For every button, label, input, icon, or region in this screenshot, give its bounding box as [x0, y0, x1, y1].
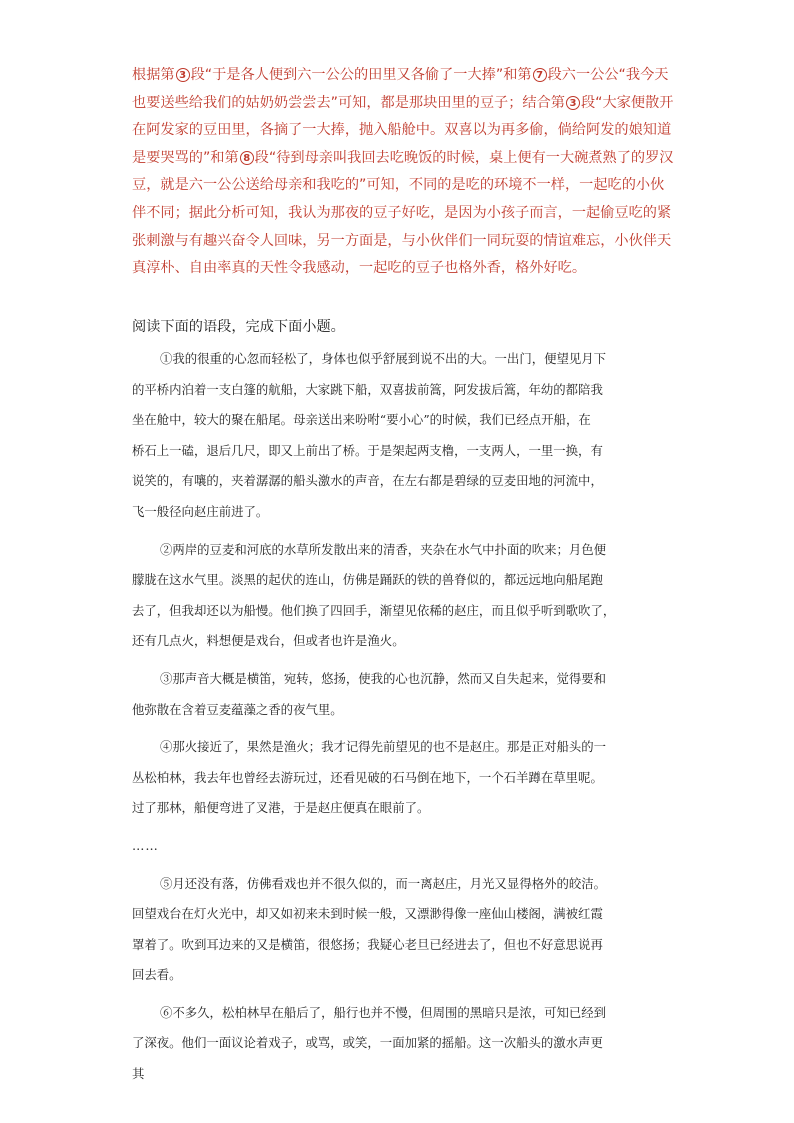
answer-line [132, 200, 672, 228]
paragraph-number-badge: 3 [566, 96, 580, 110]
answer-text: 段“大家便散开 [580, 94, 674, 111]
answer-text: 豆，就是六一公公送给母亲和我吃的”可知，不同的是吃的环境不一样，一起吃的小伙 [132, 177, 665, 194]
answer-analysis [132, 62, 672, 283]
answer-text: 段六一公公“我今天 [547, 67, 669, 83]
answer-line [132, 228, 672, 256]
passage-line: 去了，但我却还以为船慢。他们换了四回手，渐望见依稀的赵庄，而且似乎听到歌吹了， [132, 602, 616, 618]
answer-line [132, 90, 672, 118]
answer-text: 张刺激与有趣兴奋令人回味，另一方面是，与小伙伴们一同玩耍的情谊难忘，小伙伴天 [132, 232, 672, 249]
paragraph-number-badge: 3 [176, 68, 190, 82]
passage-line: 过了那林，船便弯进了叉港，于是赵庄便真在眼前了。 [132, 800, 430, 816]
passage-line: 他弥散在含着豆麦蕴藻之香的夜气里。 [132, 701, 343, 717]
passage-line: 了深夜。他们一面议论着戏子，或骂，或笑，一面加紧的摇船。这一次船头的激水声更 [132, 1035, 603, 1051]
answer-text: 在阿发家的豆田里，各摘了一大捧，抛入船舱中。双喜以为再多偷，倘给阿发的娘知道 [132, 122, 672, 139]
omission-ellipsis: …… [132, 837, 159, 853]
passage-line: ①我的很重的心忽而轻松了，身体也似乎舒展到说不出的大。一出门，便望见月下 [160, 351, 607, 366]
passage-paragraph [132, 344, 672, 528]
answer-text: 是要哭骂的”和第 [132, 149, 239, 166]
answer-text: 段“待到母亲叫我回去吃晚饭的时候，桌上便有一大碗煮熟了的罗汉 [254, 149, 674, 166]
passage-line: 的平桥内泊着一支白篷的航船，大家跳下船，双喜拔前篙，阿发拔后篙，年幼的都陪我 [132, 381, 603, 397]
passage-line: ④那火接近了，果然是渔火；我才记得先前望见的也不是赵庄。那是正对船头的一 [160, 739, 607, 755]
passage-paragraph [132, 869, 672, 991]
passage-line: 坐在舱中，较大的聚在船尾。母亲送出来吩咐“要小心”的时候，我们已经点开船，在 [132, 412, 591, 428]
passage-line: 说笑的，有嚷的，夹着潺潺的船头激水的声音，在左右都是碧绿的豆麦田地的河流中， [132, 473, 603, 489]
answer-text: 根据第 [132, 67, 175, 83]
passage-line: 桥石上一磕，退后几尺，即又上前出了桥。于是架起两支橹，一支两人，一里一换，有 [132, 442, 603, 458]
answer-line [132, 117, 672, 145]
answer-text: 也要送些给我们的姑奶奶尝尝去”可知，都是那块田里的豆子；结合第 [132, 94, 565, 111]
passage-line: 朦胧在这水气里。淡黑的起伏的连山，仿佛是踊跃的铁的兽脊似的，都远远地向船尾跑 [132, 572, 603, 588]
answer-line [132, 255, 672, 283]
passage-paragraph [132, 998, 672, 1090]
passage-line: ⑤月还没有落，仿佛看戏也并不很久似的，而一离赵庄，月光又显得格外的皎洁。 [160, 875, 607, 891]
passage-line: 还有几点火，料想便是戏台，但或者也许是渔火。 [132, 633, 405, 649]
answer-line [132, 172, 672, 200]
passage-line: 回去看。 [132, 967, 182, 983]
answer-text: 段“于是各人便到六一公公的田里又各偷了一大捧”和第 [190, 67, 532, 83]
passage-line: ⑥不多久，松柏林早在船后了，船行也并不慢，但周围的黑暗只是浓，可知已经到 [160, 1004, 607, 1020]
passage-line: 其 [132, 1066, 145, 1082]
passage-line: 飞一般径向赵庄前进了。 [132, 503, 269, 519]
passage-line: 回望戏台在灯火光中，却又如初来未到时候一般，又漂渺得像一座仙山楼阁，满被红霞 [132, 906, 603, 922]
answer-text: 真淳朴、自由率真的天性令我感动，一起吃的豆子也格外香，格外好吃。 [132, 260, 587, 277]
answer-line [132, 145, 672, 173]
passage-line: ②两岸的豆麦和河底的水草所发散出来的清香，夹杂在水气中扑面的吹来；月色便 [160, 541, 607, 557]
reading-passage [132, 344, 672, 1097]
paragraph-number-badge: 8 [240, 151, 254, 165]
passage-line: 丛松柏林，我去年也曾经去游玩过，还看见破的石马倒在地下，一个石羊蹲在草里呢。 [132, 769, 603, 785]
reading-instruction: 阅读下面的语段，完成下面小题。 [132, 319, 345, 335]
passage-line: 罩着了。吹到耳边来的又是横笛，很悠扬；我疑心老旦已经进去了，但也不好意思说再 [132, 936, 603, 952]
passage-paragraph [132, 535, 672, 657]
passage-paragraph [132, 664, 672, 725]
answer-line [132, 62, 672, 90]
passage-paragraph [132, 732, 672, 824]
answer-text: 伴不同；据此分析可知，我认为那夜的豆子好吃，是因为小孩子而言，一起偷豆吃的紧 [132, 204, 672, 221]
paragraph-number-badge: 7 [533, 68, 547, 82]
passage-line: ③那声音大概是横笛，宛转，悠扬，使我的心也沉静，然而又自失起来，觉得要和 [160, 670, 607, 686]
